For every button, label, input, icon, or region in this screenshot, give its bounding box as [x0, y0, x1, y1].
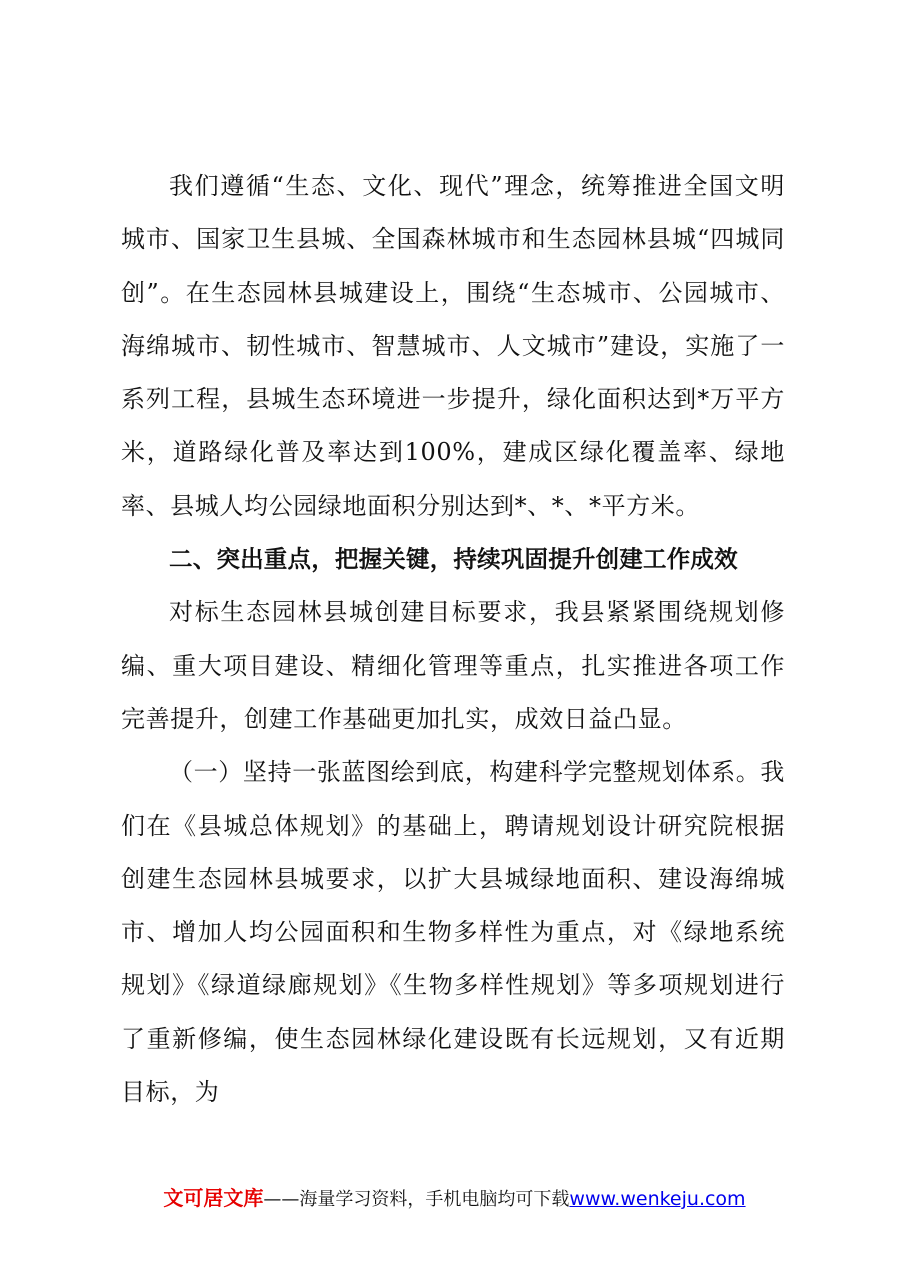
footer-banner — [0, 1182, 909, 1211]
paragraph-intro: 我们遵循“生态、文化、现代”理念，统筹推进全国文明城市、国家卫生县城、全国森林城市和生态园林县城“四城同创”。在生态园林县城建设上，围绕“生态城市、公园城市、海绵城市、韧性城市、智慧城市、人文城市”建设，实施了一系列工程，县城生态环境进一步提升，绿化面积达到*万平方米，道路绿化普及率达到100%，建成区绿化覆盖率、绿地率、县城人均公园绿地面积分别达到*、*、*平方米。 — [121, 172, 785, 520]
paragraph-planning: （一）坚持一张蓝图绘到底，构建科学完整规划体系。我们在《县城总体规划》的基础上，聘请规划设计研究院根据创建生态园林县城要求，以扩大县城绿地面积、建设海绵城市、增加人均公园面积和生物多样性为重点，对《绿地系统规划》《绿道绿廊规划》《生物多样性规划》等多项规划进行了重新修编，使生态园林绿化建设既有长远规划，又有近期目标，为 — [121, 758, 785, 1107]
footer-tagline: ——海量学习资料，手机电脑均可下载 — [263, 1189, 570, 1210]
footer-brand: 文可居文库 — [163, 1186, 264, 1210]
paragraph-overview: 对标生态园林县城创建目标要求，我县紧紧围绕规划修编、重大项目建设、精细化管理等重点，扎实推进各项工作完善提升，创建工作基础更加扎实，成效日益凸显。 — [121, 598, 785, 733]
section-heading: 二、突出重点，把握关键，持续巩固提升创建工作成效 — [169, 545, 738, 574]
document-body — [121, 160, 785, 1119]
footer-link[interactable]: www.wenkeju.com — [569, 1188, 746, 1210]
